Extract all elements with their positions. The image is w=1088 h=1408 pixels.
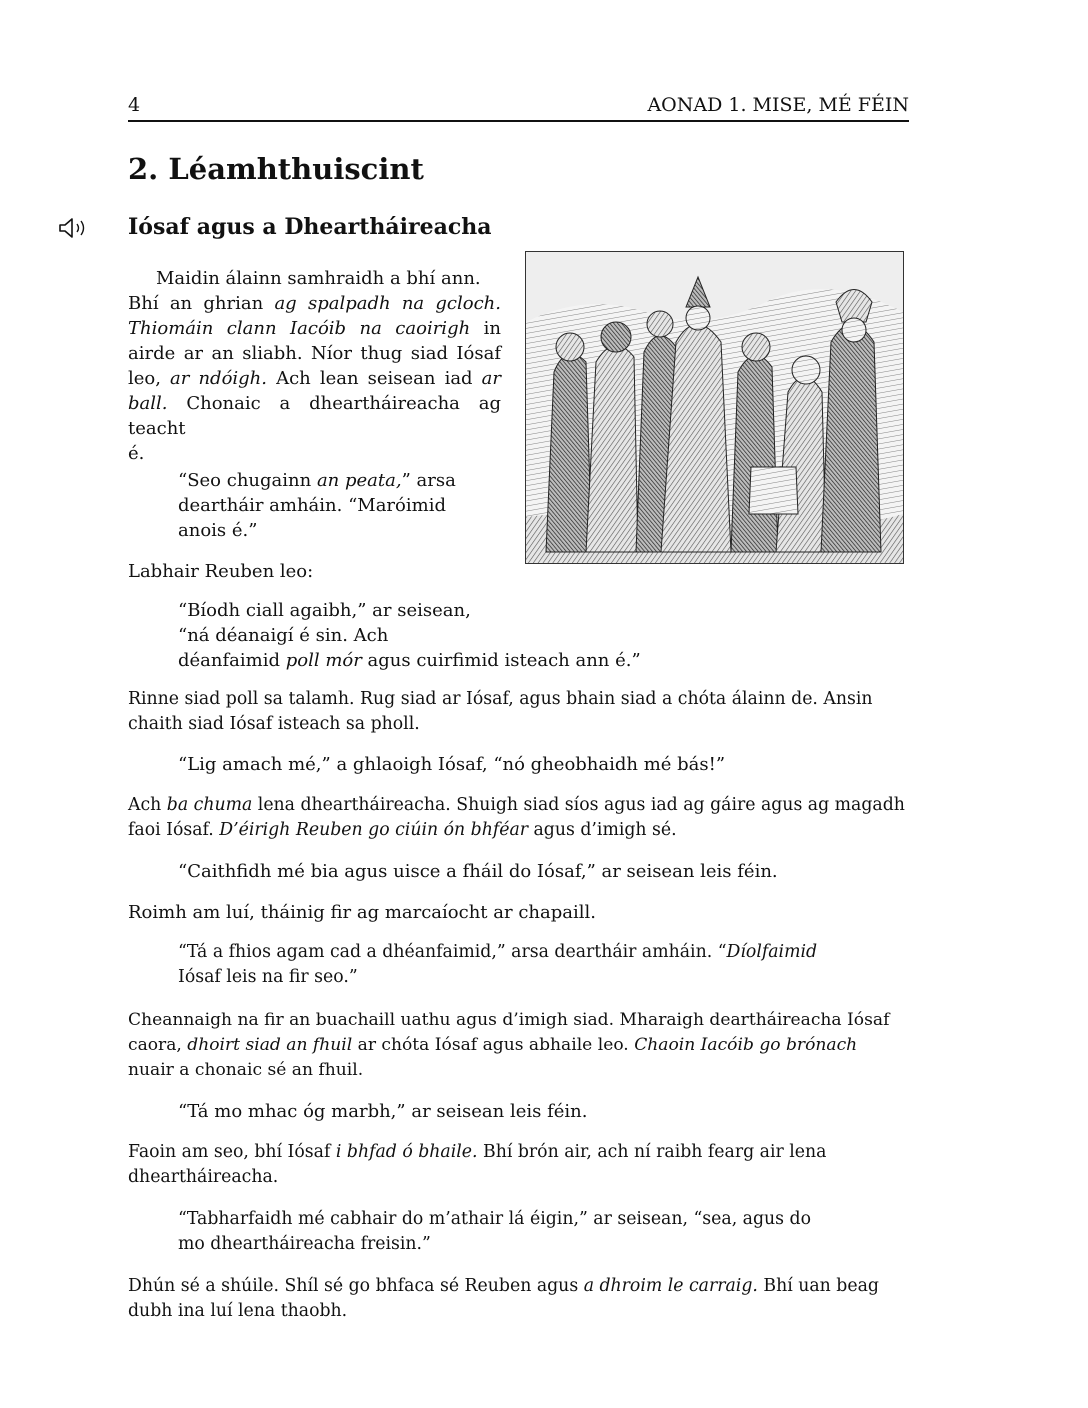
text-line: Ach ba chuma lena dheartháireacha. Shuigh siad síos agus iad ag gáire agus ag magadh [128, 795, 905, 815]
text-line: “Tabharfaidh mé cabhair do m’athair lá éigin,” ar seisean, “sea, agus do [178, 1209, 812, 1229]
text-line: Faoin am seo, bhí Iósaf i bhfad ó bhaile. Bhí brón air, ach ní raibh fearg air lena [128, 1142, 827, 1162]
text-line: Iósaf leis na fir seo.” [178, 967, 358, 987]
paragraph-1 [128, 266, 501, 466]
text-line: airde ar an sliabh. Níor thug siad Iósaf [128, 343, 501, 364]
text-line: ball. Chonaic a dheartháireacha ag teacht [128, 393, 501, 439]
text-line: Thiomáin clann Iacóib na caoirigh in [128, 318, 501, 339]
quote-7 [178, 1207, 878, 1257]
text-line: Maidin álainn samhraidh a bhí ann. [156, 268, 481, 289]
paragraph-8 [128, 1274, 909, 1324]
quote-2 [178, 598, 678, 673]
paragraph-7 [128, 1140, 909, 1190]
paragraph-5: Roimh am luí, tháinig fir ag marcaíocht ar chapaill. [128, 902, 596, 923]
text-line: dheartháireacha. [128, 1167, 279, 1187]
text-line: mo dheartháireacha freisin.” [178, 1234, 431, 1254]
text-line: “Seo chugainn an peata,” arsa [178, 470, 456, 491]
paragraph-6 [128, 1008, 909, 1083]
section-title: 2. Léamhthuiscint [128, 152, 424, 186]
speaker-icon[interactable] [58, 217, 90, 239]
running-header [128, 92, 909, 122]
quote-3: “Lig amach mé,” a ghlaoigh Iósaf, “nó gheobhaidh mé bás!” [178, 754, 726, 775]
text-line: deartháir amháin. “Maróimid [178, 495, 446, 516]
text-line: Cheannaigh na fir an buachaill uathu agus d’imigh siad. Mharaigh deartháireacha Iósaf [128, 1010, 890, 1030]
text-line: Rinne siad poll sa talamh. Rug siad ar Iósaf, agus bhain siad a chóta álainn de. Ansin [128, 689, 873, 709]
text-line: Dhún sé a shúile. Shíl sé go bhfaca sé Reuben agus a dhroim le carraig. Bhí uan beag [128, 1276, 879, 1296]
text-line: déanfaimid poll mór agus cuirfimid isteach ann é.” [178, 650, 641, 671]
text-line: “Bíodh ciall agaibh,” ar seisean, [178, 600, 471, 621]
quote-5 [178, 940, 898, 990]
story-title: Iósaf agus a Dheartháireacha [128, 214, 492, 240]
text-line: é. [128, 443, 145, 464]
text-line: nuair a chonaic sé an fhuil. [128, 1060, 364, 1080]
text-line: anois é.” [178, 520, 258, 541]
engraving-illustration [525, 251, 904, 564]
paragraph-3 [128, 687, 909, 737]
text-line: chaith siad Iósaf isteach sa pholl. [128, 714, 420, 734]
text-line: “Tá a fhios agam cad a dhéanfaimid,” arsa deartháir amháin. “Díolfaimid [178, 942, 818, 962]
text-line: “ná déanaigí é sin. Ach [178, 625, 389, 646]
text-line: faoi Iósaf. D’éirigh Reuben go ciúin ón bhféar agus d’imigh sé. [128, 820, 677, 840]
page-number: 4 [128, 94, 141, 116]
paragraph-2: Labhair Reuben leo: [128, 561, 314, 582]
text-line: caora, dhoirt siad an fhuil ar chóta Iósaf agus abhaile leo. Chaoin Iacóib go brónach [128, 1035, 858, 1055]
quote-4: “Caithfidh mé bia agus uisce a fháil do Iósaf,” ar seisean leis féin. [178, 861, 778, 882]
text-line: dubh ina luí lena thaobh. [128, 1301, 348, 1321]
text-line: Bhí an ghrian ag spalpadh na gcloch. [128, 293, 501, 314]
chapter-title: AONAD 1. MISE, MÉ FÉIN [647, 94, 909, 116]
quote-6: “Tá mo mhac óg marbh,” ar seisean leis féin. [178, 1101, 588, 1122]
paragraph-4 [128, 793, 909, 843]
quote-1 [178, 468, 468, 543]
text-line: leo, ar ndóigh. Ach lean seisean iad ar [128, 368, 501, 389]
